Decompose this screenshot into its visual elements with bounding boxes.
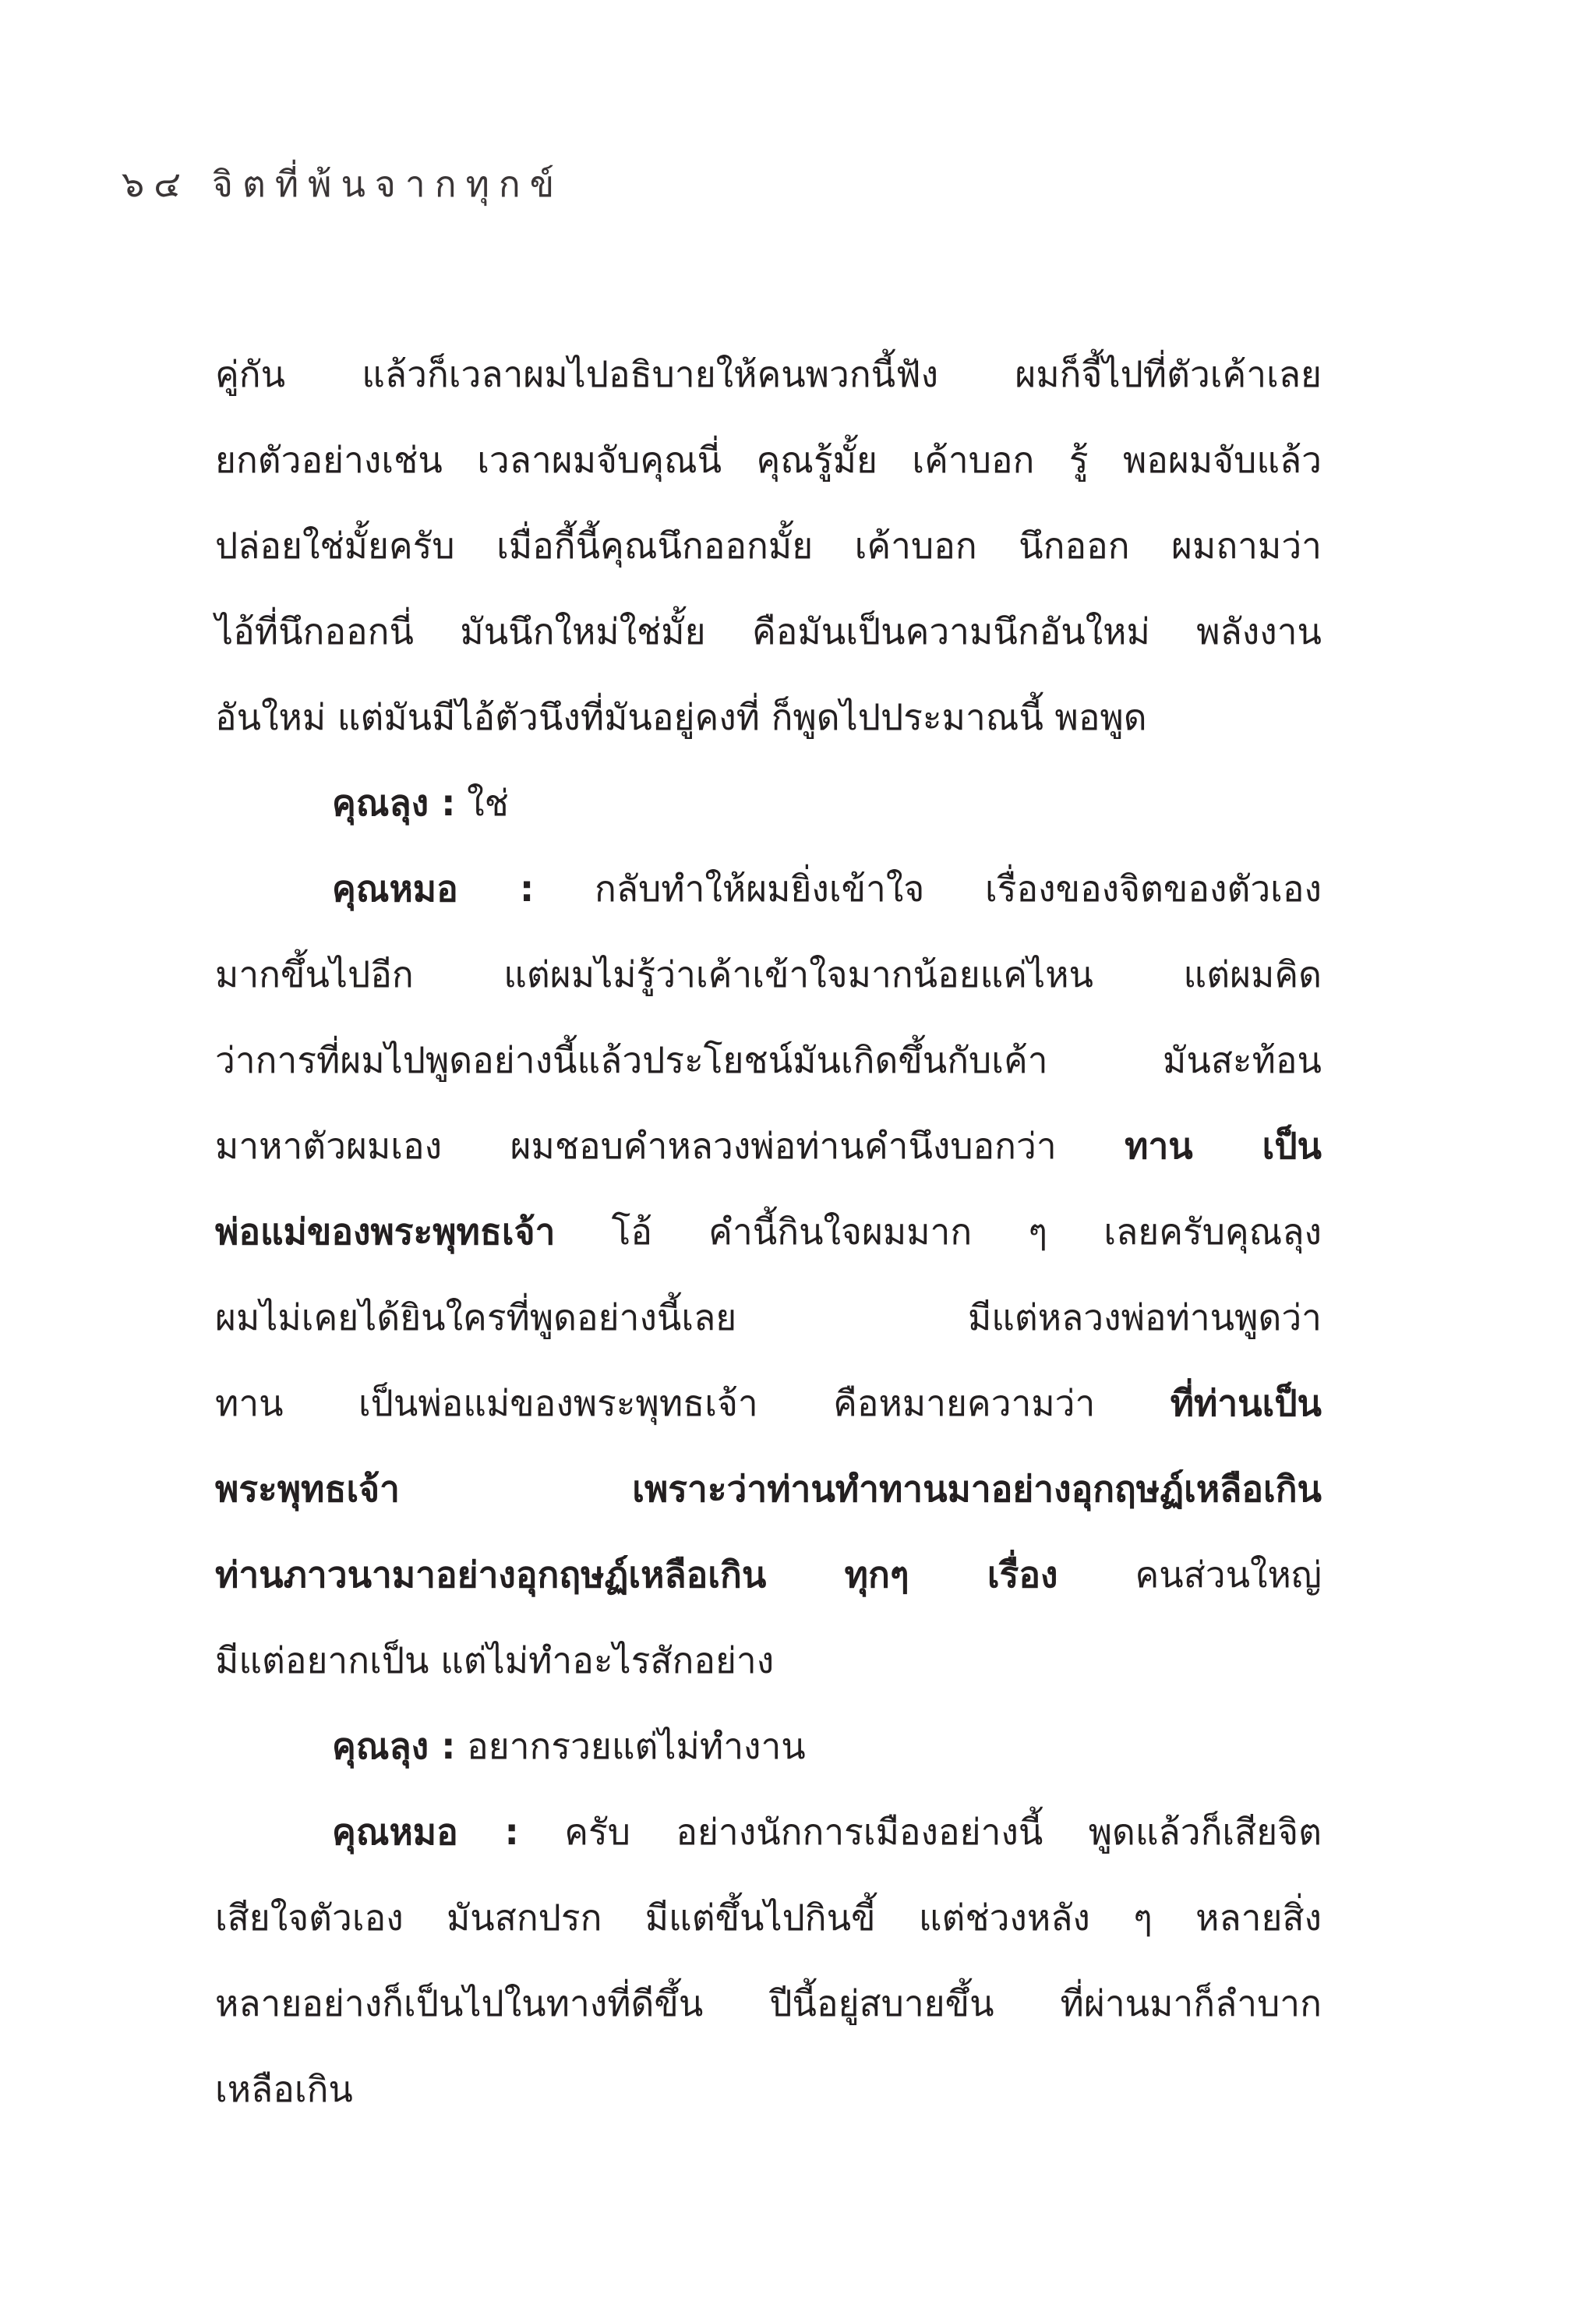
text-line: ผมไม่เคยได้ยินใครที่พูดอย่างนี้เลย มีแต่หลวงพ่อท่านพูดว่า: [215, 1296, 1322, 1338]
dialogue-text: ครับ อย่างนักการเมืองอย่างนี้ พูดแล้วก็เสียจิต: [518, 1811, 1322, 1853]
speaker-label: คุณลุง :: [332, 782, 456, 824]
text-line: คู่กัน แล้วก็เวลาผมไปอธิบายให้คนพวกนี้ฟัง ผมก็จี้ไปที่ตัวเค้าเลย: [215, 353, 1322, 395]
text-run: คนส่วนใหญ่: [1058, 1554, 1322, 1596]
text-line: ยกตัวอย่างเช่น เวลาผมจับคุณนี่ คุณรู้มั้ย เค้าบอก รู้ พอผมจับแล้ว: [215, 439, 1322, 481]
text-line: ไอ้ที่นึกออกนี่ มันนึกใหม่ใช่มั้ย คือมันเป็นความนึกอันใหม่ พลังงาน: [215, 610, 1322, 652]
text-line: ปล่อยใช่มั้ยครับ เมื่อกี้นี้คุณนึกออกมั้ย เค้าบอก นึกออก ผมถามว่า: [215, 525, 1322, 567]
emphasis-text: ทาน เป็น: [1125, 1125, 1322, 1167]
running-header: [122, 156, 563, 213]
dialogue-line: [215, 760, 1322, 846]
dialogue-line: [215, 1789, 1322, 1875]
text-line: มีแต่อยากเป็น แต่ไม่ทำอะไรสักอย่าง: [215, 1639, 775, 1681]
text-line: [215, 1446, 1322, 1532]
dialogue-line: [215, 846, 1322, 932]
text-run: มาหาตัวผมเอง ผมชอบคำหลวงพ่อท่านคำนึงบอกว่า: [215, 1125, 1125, 1167]
book-title: จิตที่พ้นจากทุกข์: [212, 163, 564, 205]
text-line: หลายอย่างก็เป็นไปในทางที่ดีขึ้น ปีนี้อยู่สบายขึ้น ที่ผ่านมาก็ลำบาก: [215, 1982, 1322, 2024]
dialogue-text: อยากรวยแต่ไม่ทำงาน: [455, 1725, 806, 1767]
text-line: [215, 1103, 1322, 1189]
text-line: มากขึ้นไปอีก แต่ผมไม่รู้ว่าเค้าเข้าใจมากน้อยแค่ไหน แต่ผมคิด: [215, 953, 1322, 995]
emphasis-text: ที่ท่านเป็น: [1170, 1382, 1322, 1424]
text-line: ว่าการที่ผมไปพูดอย่างนี้แล้วประโยชน์มันเกิดขึ้นกับเค้า มันสะท้อน: [215, 1039, 1322, 1081]
text-line: [215, 1532, 1322, 1617]
dialogue-text: กลับทำให้ผมยิ่งเข้าใจ เรื่องของจิตของตัวเอง: [534, 868, 1322, 910]
dialogue-text: ใช่: [455, 782, 509, 824]
page-number: ๖๔: [122, 163, 191, 205]
speaker-label: คุณลุง :: [332, 1725, 456, 1767]
text-line: [215, 1360, 1322, 1446]
emphasis-text: พ่อแม่ของพระพุทธเจ้า: [215, 1211, 556, 1253]
text-line: เหลือเกิน: [215, 2068, 353, 2110]
text-run: ทาน เป็นพ่อแม่ของพระพุทธเจ้า คือหมายความว่า: [215, 1382, 1171, 1424]
speaker-label: คุณหมอ :: [332, 868, 535, 910]
emphasis-text: ท่านภาวนามาอย่างอุกฤษฏ์เหลือเกิน ทุกๆ เรื่อง: [215, 1554, 1058, 1596]
text-line: เสียใจตัวเอง มันสกปรก มีแต่ขึ้นไปกินขี้ แต่ช่วงหลัง ๆ หลายสิ่ง: [215, 1897, 1322, 1939]
text-run: โอ้ คำนี้กินใจผมมาก ๆ เลยครับคุณลุง: [555, 1211, 1322, 1253]
emphasis-text: พระพุทธเจ้า เพราะว่าท่านทำทานมาอย่างอุกฤษฏ์เหลือเกิน: [215, 1468, 1322, 1510]
text-line: อันใหม่ แต่มันมีไอ้ตัวนึงที่มันอยู่คงที่ ก็พูดไปประมาณนี้ พอพูด: [215, 696, 1147, 738]
dialogue-line: [215, 1703, 1322, 1789]
body-text: [215, 331, 1322, 2132]
speaker-label: คุณหมอ :: [332, 1811, 519, 1853]
text-line: [215, 1189, 1322, 1274]
